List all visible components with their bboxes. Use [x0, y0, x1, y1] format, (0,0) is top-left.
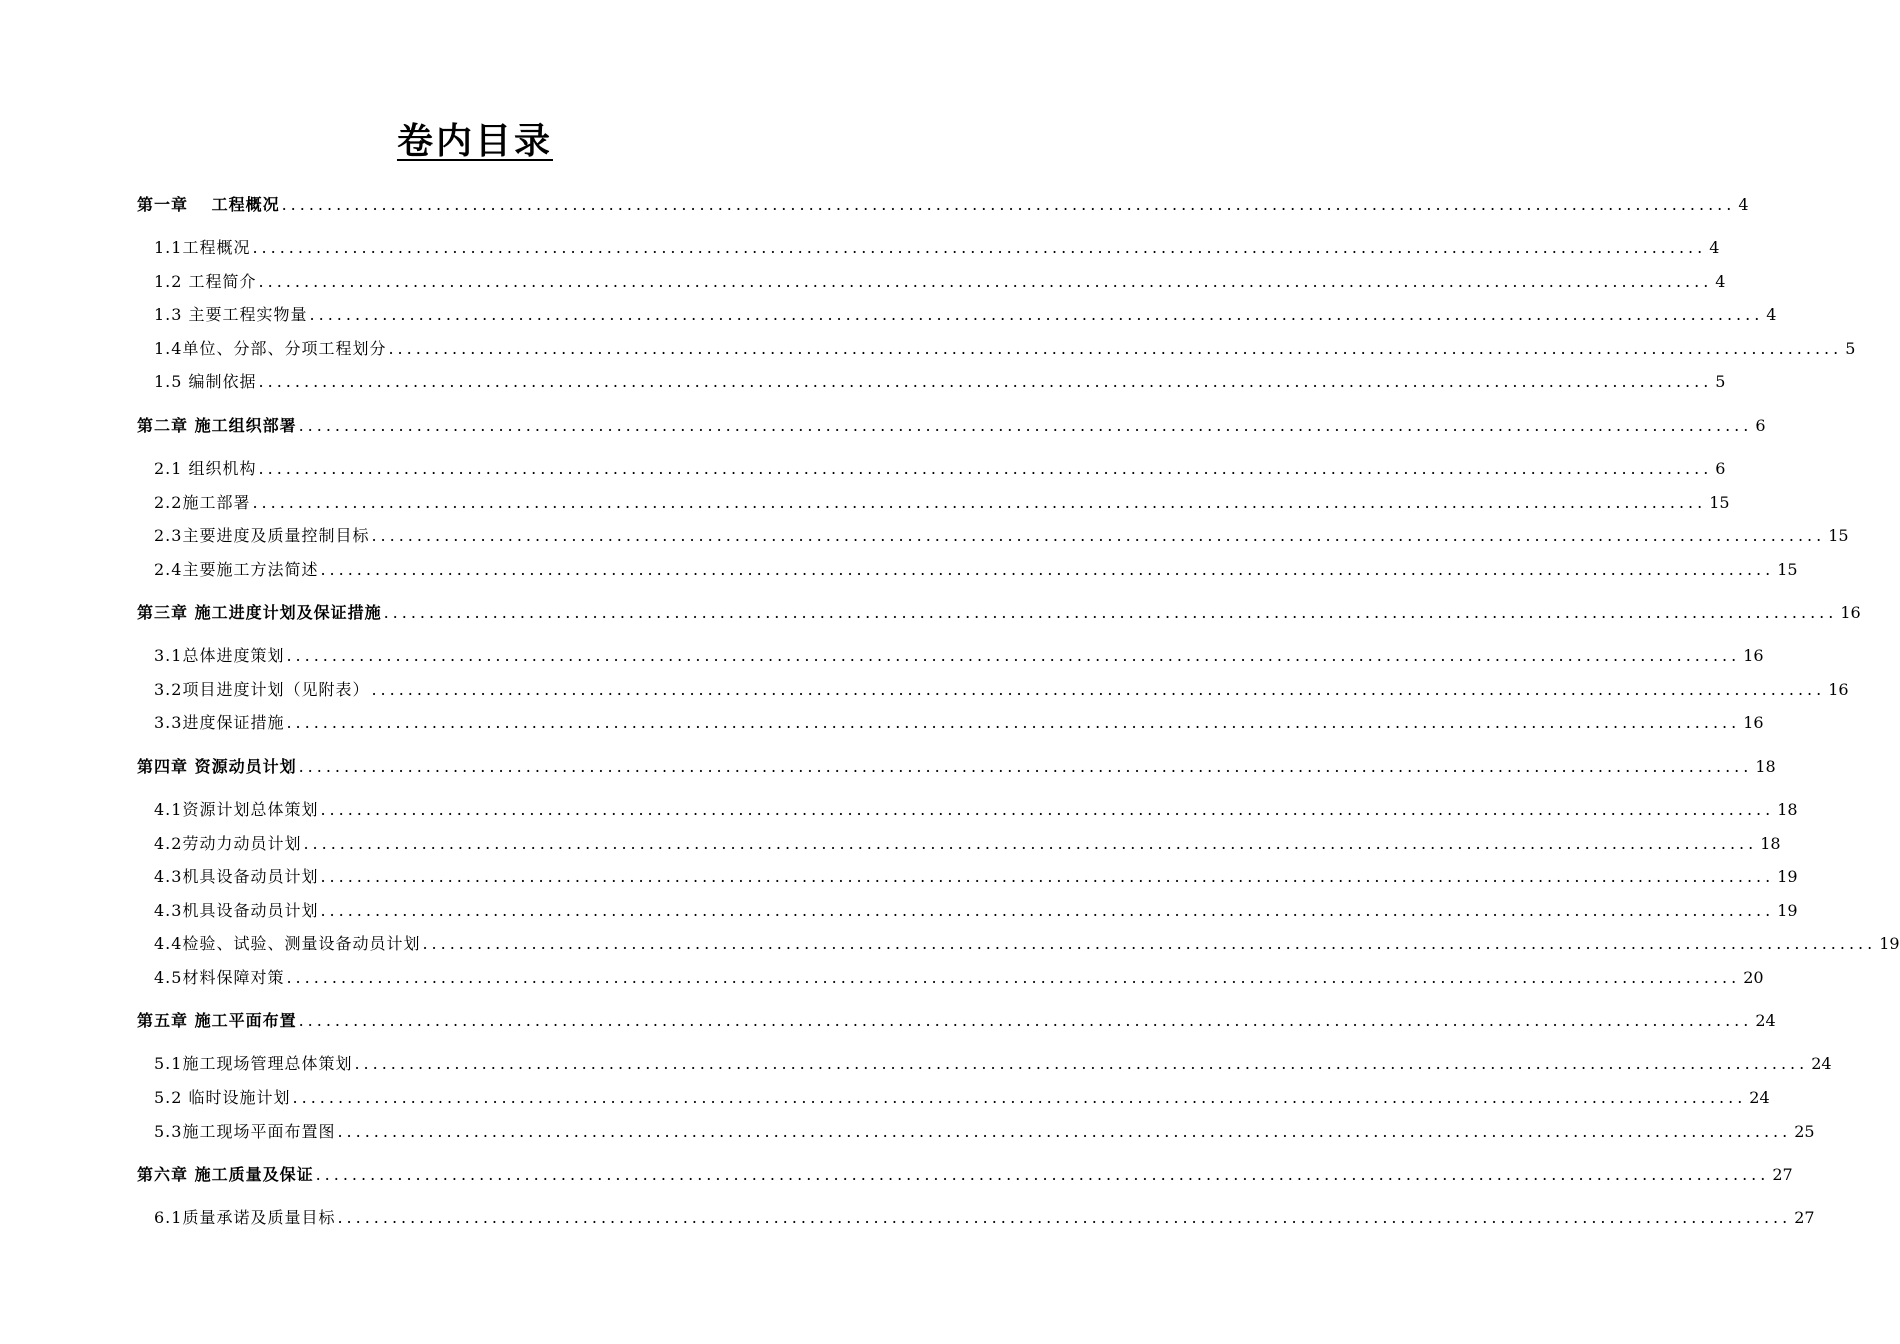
- toc-page-number: 24: [1811, 1054, 1832, 1073]
- toc-page-number: 4: [1766, 305, 1777, 324]
- toc-entry-label: 第四章 资源动员计划: [137, 757, 297, 776]
- toc-chapter-entry[interactable]: [137, 1162, 1793, 1188]
- toc-dot-leader: ................................................................................................................................................................: [292, 1088, 1747, 1107]
- toc-page-number: 6: [1715, 459, 1726, 478]
- toc-page-number: 20: [1743, 968, 1764, 987]
- toc-dot-leader: ................................................................................................................................................................: [371, 526, 1826, 545]
- toc-page-number: 6: [1755, 416, 1766, 435]
- page-title: 卷内目录: [396, 120, 553, 162]
- toc-entry-label: 1.2 工程简介: [154, 272, 257, 291]
- toc-dot-leader: ................................................................................................................................................................: [298, 1011, 1753, 1030]
- toc-section-entry[interactable]: [154, 898, 1798, 924]
- toc-page-number: 18: [1755, 757, 1776, 776]
- toc-section-entry[interactable]: [154, 710, 1764, 736]
- toc-section-entry[interactable]: [154, 1119, 1815, 1145]
- toc-dot-leader: ................................................................................................................................................................: [298, 757, 1753, 776]
- toc-section-entry[interactable]: [154, 490, 1730, 516]
- toc-section-entry[interactable]: [154, 557, 1798, 583]
- toc-page-number: 24: [1749, 1088, 1770, 1107]
- toc-page-number: 19: [1777, 901, 1798, 920]
- toc-entry-label: 4.3机具设备动员计划: [154, 867, 319, 886]
- toc-page-number: 4: [1709, 238, 1720, 257]
- toc-dot-leader: ................................................................................................................................................................: [258, 272, 1713, 291]
- toc-page-number: 18: [1760, 834, 1781, 853]
- toc-page-number: 16: [1743, 713, 1764, 732]
- toc-entry-label: 第六章 施工质量及保证: [137, 1165, 314, 1184]
- toc-dot-leader: ................................................................................................................................................................: [320, 901, 1775, 920]
- toc-page-number: 16: [1840, 603, 1861, 622]
- toc-dot-leader: ................................................................................................................................................................: [252, 238, 1707, 257]
- toc-chapter-entry[interactable]: [137, 600, 1861, 626]
- toc-section-entry[interactable]: [154, 369, 1726, 395]
- toc-dot-leader: ................................................................................................................................................................: [303, 834, 1758, 853]
- toc-section-entry[interactable]: [154, 643, 1764, 669]
- toc-dot-leader: ................................................................................................................................................................: [388, 339, 1843, 358]
- toc-chapter-entry[interactable]: [137, 413, 1766, 439]
- toc-dot-leader: ................................................................................................................................................................: [286, 713, 1741, 732]
- toc-section-entry[interactable]: [154, 864, 1798, 890]
- toc-dot-leader: ................................................................................................................................................................: [281, 195, 1736, 214]
- toc-section-entry[interactable]: [154, 931, 1900, 957]
- toc-page-number: 16: [1828, 680, 1849, 699]
- toc-section-entry[interactable]: [154, 302, 1777, 328]
- toc-entry-label: 2.4主要施工方法简述: [154, 560, 319, 579]
- toc-entry-label: 第一章 工程概况: [137, 195, 280, 214]
- toc-page-number: 15: [1777, 560, 1798, 579]
- toc-dot-leader: ................................................................................................................................................................: [252, 493, 1707, 512]
- toc-entry-label: 第五章 施工平面布置: [137, 1011, 297, 1030]
- toc-dot-leader: ................................................................................................................................................................: [371, 680, 1826, 699]
- toc-entry-label: 3.2项目进度计划（见附表）: [154, 680, 370, 699]
- toc-dot-leader: ................................................................................................................................................................: [258, 372, 1713, 391]
- toc-dot-leader: ................................................................................................................................................................: [320, 560, 1775, 579]
- toc-entry-label: 1.1工程概况: [154, 238, 251, 257]
- toc-page-number: 27: [1794, 1208, 1815, 1227]
- toc-page-number: 15: [1709, 493, 1730, 512]
- toc-page-number: 18: [1777, 800, 1798, 819]
- toc-chapter-entry[interactable]: [137, 754, 1776, 780]
- toc-section-entry[interactable]: [154, 269, 1726, 295]
- toc-entry-label: 2.2施工部署: [154, 493, 251, 512]
- toc-entry-label: 4.2劳动力动员计划: [154, 834, 302, 853]
- toc-page-number: 15: [1828, 526, 1849, 545]
- toc-page-number: 5: [1715, 372, 1726, 391]
- toc-dot-leader: ................................................................................................................................................................: [309, 305, 1764, 324]
- toc-dot-leader: ................................................................................................................................................................: [298, 416, 1753, 435]
- toc-entry-label: 4.5材料保障对策: [154, 968, 285, 987]
- toc-entry-label: 5.2 临时设施计划: [154, 1088, 291, 1107]
- toc-entry-label: 4.4检验、试验、测量设备动员计划: [154, 934, 421, 953]
- toc-dot-leader: ................................................................................................................................................................: [286, 646, 1741, 665]
- toc-section-entry[interactable]: [154, 831, 1781, 857]
- toc-entry-label: 第二章 施工组织部署: [137, 416, 297, 435]
- toc-page-number: 27: [1772, 1165, 1793, 1184]
- toc-page-number: 24: [1755, 1011, 1776, 1030]
- toc-page-number: 16: [1743, 646, 1764, 665]
- toc-page-number: 19: [1777, 867, 1798, 886]
- toc-entry-label: 第三章 施工进度计划及保证措施: [137, 603, 382, 622]
- toc-section-entry[interactable]: [154, 523, 1849, 549]
- toc-entry-label: 2.1 组织机构: [154, 459, 257, 478]
- toc-section-entry[interactable]: [154, 797, 1798, 823]
- toc-dot-leader: ................................................................................................................................................................: [422, 934, 1877, 953]
- toc-entry-label: 2.3主要进度及质量控制目标: [154, 526, 370, 545]
- toc-section-entry[interactable]: [154, 456, 1726, 482]
- toc-entry-label: 3.1总体进度策划: [154, 646, 285, 665]
- toc-entry-label: 4.1资源计划总体策划: [154, 800, 319, 819]
- toc-section-entry[interactable]: [154, 1205, 1815, 1231]
- toc-dot-leader: ................................................................................................................................................................: [320, 800, 1775, 819]
- toc-entry-label: 1.4单位、分部、分项工程划分: [154, 339, 387, 358]
- toc-chapter-entry[interactable]: [137, 1008, 1776, 1034]
- toc-dot-leader: ................................................................................................................................................................: [320, 867, 1775, 886]
- toc-dot-leader: ................................................................................................................................................................: [315, 1165, 1770, 1184]
- toc-page-number: 4: [1738, 195, 1749, 214]
- toc-entry-label: 1.3 主要工程实物量: [154, 305, 308, 324]
- toc-section-entry[interactable]: [154, 336, 1856, 362]
- toc-section-entry[interactable]: [154, 677, 1849, 703]
- toc-dot-leader: ................................................................................................................................................................: [258, 459, 1713, 478]
- toc-section-entry[interactable]: [154, 1051, 1832, 1077]
- toc-entry-label: 3.3进度保证措施: [154, 713, 285, 732]
- toc-page-number: 25: [1794, 1122, 1815, 1141]
- toc-section-entry[interactable]: [154, 965, 1764, 991]
- toc-dot-leader: ................................................................................................................................................................: [354, 1054, 1809, 1073]
- toc-chapter-entry[interactable]: [137, 192, 1749, 218]
- toc-dot-leader: ................................................................................................................................................................: [286, 968, 1741, 987]
- toc-section-entry[interactable]: [154, 235, 1720, 261]
- toc-dot-leader: ................................................................................................................................................................: [383, 603, 1838, 622]
- toc-dot-leader: ................................................................................................................................................................: [337, 1208, 1792, 1227]
- toc-section-entry[interactable]: [154, 1085, 1770, 1111]
- toc-page-number: 19: [1879, 934, 1900, 953]
- toc-entry-label: 6.1质量承诺及质量目标: [154, 1208, 336, 1227]
- toc-page-number: 4: [1715, 272, 1726, 291]
- toc-page-number: 5: [1845, 339, 1856, 358]
- toc-entry-label: 4.3机具设备动员计划: [154, 901, 319, 920]
- toc-entry-label: 1.5 编制依据: [154, 372, 257, 391]
- toc-entry-label: 5.1施工现场管理总体策划: [154, 1054, 353, 1073]
- toc-dot-leader: ................................................................................................................................................................: [337, 1122, 1792, 1141]
- toc-entry-label: 5.3施工现场平面布置图: [154, 1122, 336, 1141]
